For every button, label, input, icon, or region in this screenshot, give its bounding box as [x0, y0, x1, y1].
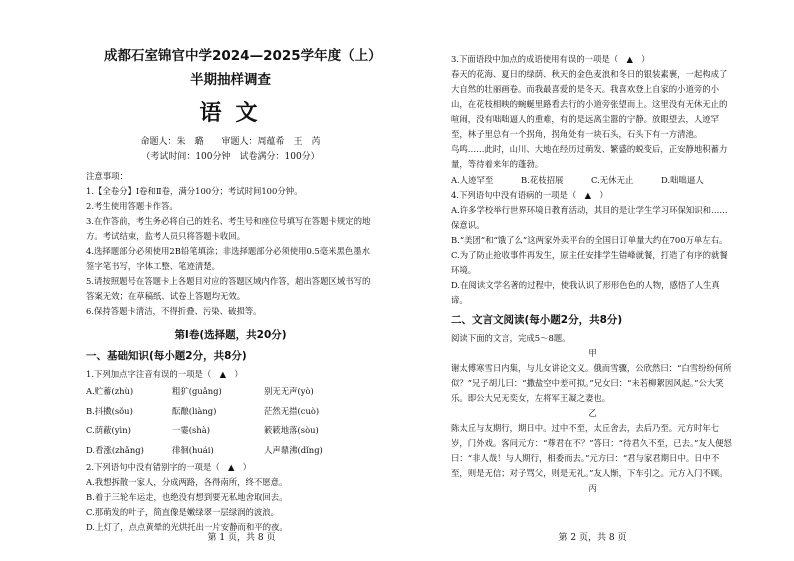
- passage-c-label: 丙: [588, 483, 597, 493]
- question-1-options: [86, 382, 375, 460]
- q4-option-a: A.许多学校举行世界环境日教育活动，其目的是让学生学习环保知识和……保意识。: [451, 205, 728, 230]
- passage-b-label: 乙: [588, 408, 597, 418]
- q2-option-d: D.上灯了，点点黄晕的光烘托出一片安静而和平的夜。: [86, 522, 288, 532]
- exam-title-line2: 半期抽样调查: [190, 72, 271, 88]
- exam-info: （考试时间：100分钟 试卷满分：100分）: [141, 152, 320, 162]
- section2-title: 二、文言文阅读(每小题2分，共8分): [451, 314, 623, 326]
- page-2: [397, 0, 794, 561]
- q1-option-a2: 粗犷(guǎng): [172, 386, 222, 396]
- q1-option-a1: A.贮蓄(zhù): [86, 386, 134, 396]
- question-2-stem: 2.下列语句中没有错别字的一项是（ ▲ ）: [86, 462, 252, 472]
- q1-option-b3: 茫然无措(cuò): [264, 405, 320, 416]
- exam-title-line1: 成都石室锦官中学2024—2025学年度（上）: [104, 48, 382, 64]
- notice-item: 5.请按照题号在答题卡上各题目对应的答题区域内作答，超出答题区域书写的答案无效；在草稿纸、试卷上答题均无效。: [86, 276, 371, 301]
- q1-option-b2: 酝酿(liàng): [172, 405, 217, 416]
- q1-option-b1: B.抖擞(sǒu): [86, 405, 133, 416]
- section2-intro: 阅读下面的文言，完成5～8题。: [451, 333, 571, 343]
- q3-option-a: A.人迹罕至: [451, 175, 494, 185]
- q3-option-c: C.无休无止: [591, 175, 634, 185]
- passage-b-text: 陈太丘与友期行，期日中。过中不至，太丘舍去，去后乃至。元方时年七岁，门外戏。客问元方：“尊君在不？”答曰：“待君久不至，已去。”友人便怒曰：“非人哉！与人期行，相委而去。”元方曰：“君与家君期日中。日中不至，则是无信；对子骂父，则是无礼。”友人惭，下车引之。元方入门不顾。: [451, 423, 732, 478]
- notice-item: 3.在作答前，考生务必将自己的姓名、考生号和座位号填写在答题卡规定的地方。考试结束，监考人员只将答题卡收回。: [86, 216, 371, 241]
- q4-option-b: B.“美团”和“饿了么”这两家外卖平台的全国日订单量大约在700万单左右。: [451, 235, 728, 245]
- q4-option-c: C.为了防止抢收事件再发生，原主任安排学生错峰就餐，打造了有序的就餐环境。: [451, 250, 728, 275]
- question-4-stem: 4.下列语句中没有语病的一项是（ ▲ ）: [451, 190, 608, 200]
- q1-option-a3: 别无无声(yò): [264, 386, 314, 396]
- page-1-footer: 第 1 页，共 8 页: [207, 533, 276, 543]
- q1-option-d2: 徘徊(huái): [172, 444, 214, 455]
- passage-a-label: 甲: [588, 348, 597, 358]
- subject-title: 语文: [199, 101, 272, 126]
- q3-option-b: B.花枝招展: [521, 175, 564, 185]
- q4-option-d: D.在阅读文学名著的过程中，使我认识了形形色色的人物，感悟了人生真谛。: [451, 280, 720, 305]
- section1-title: 一、基础知识(每小题2分，共8分): [86, 350, 247, 362]
- q1-option-c2: 一霎(shà): [172, 425, 210, 435]
- volume-title: 第Ⅰ卷(选择题，共20分): [174, 329, 287, 341]
- question-3-passage-end: 鸟鸣……此时，山川、大地在经历过萌发、繁盛的蜕变后，正安静地积蓄力量，等待着来年的蓬勃。: [451, 144, 728, 169]
- q2-option-b: B.着于三轮车运走，也绝没有想到要无私地舍取回去。: [86, 492, 288, 502]
- notice-item: 2.考生使用答题卡作答。: [86, 201, 178, 211]
- notice-title: 注意事项：: [86, 171, 128, 181]
- q2-option-a: A.我想拆散一家人，分成两路，各得南所，终不愿意。: [86, 477, 288, 487]
- passage-a-text: 谢太傅寒雪日内集，与儿女讲论文义。俄而雪骤，公欣然曰：“白雪纷纷何所似？”兄子胡儿曰：“撒盐空中差可拟。”兄女曰：“未若柳絮因风起。”公大笑乐。即公大兄无奕女，左将军王凝之妻也。: [451, 363, 732, 403]
- q3-option-d: D.咄咄逼人: [661, 175, 704, 185]
- notice-item: 6.保持答题卡清洁，不得折叠、污染、破损等。: [86, 306, 262, 316]
- notice-item: 1.【全卷分】Ⅰ卷和Ⅱ卷，满分100分；考试时间100分钟。: [86, 186, 303, 196]
- q1-option-c3: 簌簌地落(sòu): [264, 425, 319, 435]
- page-2-footer: 第 2 页，共 8 页: [558, 533, 627, 543]
- question-3-passage: 春天的花海、夏日的绿荫、秋天的金色麦浪和冬日的银装素裹，一起构成了大自然的壮丽画卷。而我最喜爱的是冬天。我喜欢登上自家的小道旁的小山，在花枝相映的蜿蜒里路看去行的小道旁张望而上。这里没有无休无止的喧闹，没有咄咄逼人的重难，有的是远离尘嚣的宁静。放眼望去，人迹罕至，林子里总有一个拐角，拐角处有一块石头，石头下有一方清池。: [451, 69, 728, 139]
- question-1-stem: 1.下列加点字注音有误的一项是（ ▲ ）: [86, 369, 243, 379]
- q1-option-d3: 人声鼎沸(dǐng): [264, 444, 323, 455]
- staff-line: 命题人：朱 璐 审题人：周蕴希 王 芮: [140, 137, 321, 147]
- notice-item: 4.选择题部分必须使用2B铅笔填涂；非选择题部分必须使用0.5毫米黑色墨水签字笔书写，字体工整、笔迹清楚。: [86, 246, 371, 271]
- q2-option-c: C.那萌发的叶子，简直像是嫩绿翠一层绿润的波浪。: [86, 507, 280, 517]
- question-3-options: [451, 172, 734, 188]
- question-3-stem: 3.下面语段中加点的成语使用有误的一项是（ ▲ ）: [451, 54, 650, 64]
- q1-option-d1: D.看涨(zhǎng): [86, 444, 144, 455]
- q1-option-c1: C.荫蔽(yìn): [86, 425, 131, 435]
